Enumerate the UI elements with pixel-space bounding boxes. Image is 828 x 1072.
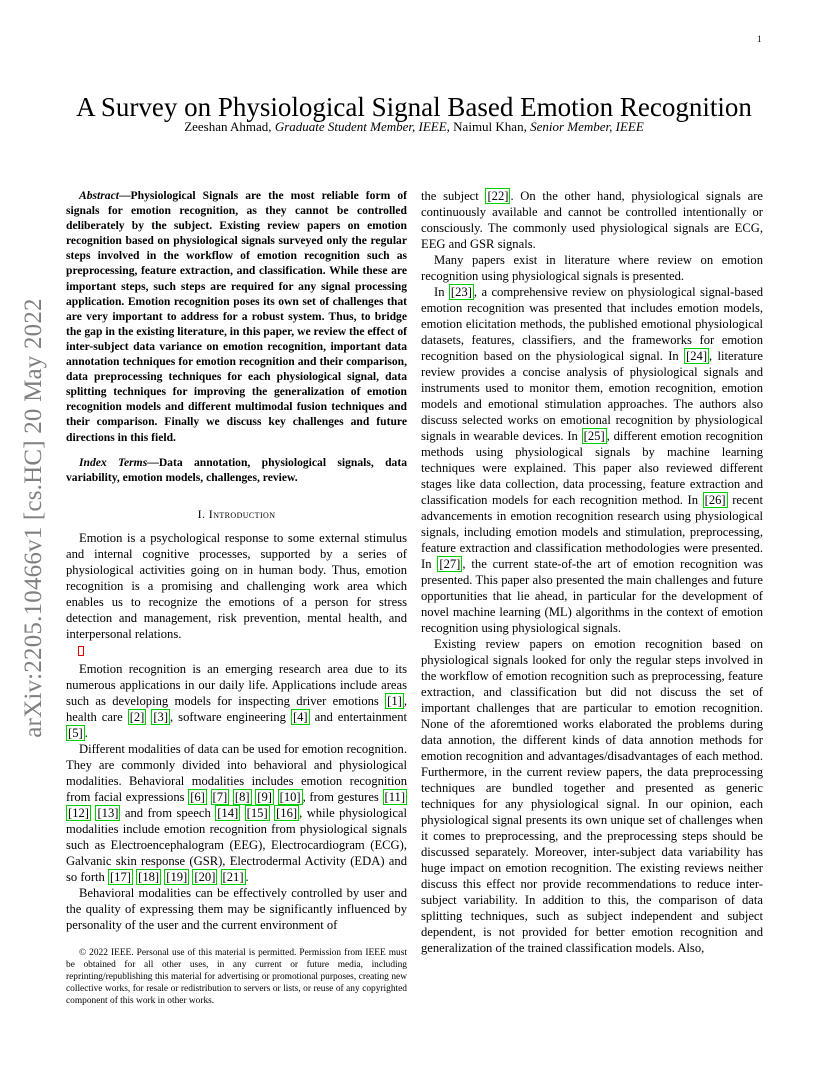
citation-link[interactable]: [8] — [234, 789, 250, 804]
citation-link[interactable]: [1] — [387, 693, 402, 708]
right-paragraph-3 — [421, 284, 763, 636]
author-separator: , Naimul Khan, — [446, 119, 531, 134]
arxiv-watermark — [20, 278, 48, 758]
citation-link[interactable]: [14] — [217, 805, 239, 820]
citation-link[interactable]: [12] — [68, 805, 89, 820]
abstract-label: Abstract — [79, 189, 119, 202]
abstract — [66, 188, 407, 445]
text-run: . — [245, 869, 249, 884]
citation-link[interactable]: [9] — [257, 789, 272, 804]
citation-link[interactable]: [26] — [704, 493, 726, 507]
text-run: , health care — [66, 693, 407, 724]
citation-link[interactable]: [27] — [439, 557, 461, 571]
citation-link[interactable]: [2] — [129, 709, 145, 724]
citation-link[interactable]: [25] — [583, 429, 605, 443]
copyright-notice: © 2022 IEEE. Personal use of this material is permitted. Permission from IEEE must be obtained for all other uses, in any current or future media, including reprinting/republishing this material for advertising or promotional purposes, creating new collective works, for resale or redistribution to servers or lists, or reuse of any copyrighted component of this work in other works. — [66, 948, 407, 1006]
citation-link[interactable]: [13] — [97, 805, 119, 820]
author-1-role: Graduate Student Member, IEEE — [274, 119, 447, 134]
paper-title: A Survey on Physiological Signal Based Emotion Recognition — [76, 92, 752, 123]
citation-link[interactable]: [3] — [153, 709, 169, 724]
text-run: , from gestures — [302, 789, 383, 804]
left-column — [66, 188, 407, 933]
text-run: Emotion recognition is an emerging research area due to its numerous applications in our daily life. Applications include areas such as developing models for inspecting driver emotions — [66, 661, 407, 708]
citation-link[interactable]: [5] — [68, 725, 83, 740]
text-run: . — [84, 725, 88, 740]
right-paragraph-2: Many papers exist in literature where review on emotion recognition using physiological signals is presented. — [421, 253, 763, 283]
citation-link[interactable]: [23] — [450, 285, 472, 299]
text-run: Different modalities of data can be used for emotion recognition. They are commonly divided into behavioral and physiological modalities. Behavioral modalities includes emotion recognition from facial expressions — [66, 741, 407, 804]
citation-link[interactable]: [24] — [686, 349, 708, 363]
red-marker-row — [66, 642, 407, 661]
red-box-marker[interactable] — [78, 646, 84, 656]
text-run: , a comprehensive review on physiological signal-based emotion recognition was presented that includes emotion models, emotion elicitation methods, the published emotional physiological datasets, features, classifiers, and the frameworks for emotion recognition based on the physiological signal. In — [421, 285, 763, 363]
citation-link[interactable]: [4] — [292, 709, 308, 724]
author-2-role: Senior Member, IEEE — [530, 119, 644, 134]
intro-paragraph-3 — [66, 741, 407, 885]
index-terms — [66, 455, 407, 485]
index-terms-text: —Data annotation, physiological signals, data variability, emotion models, challenges, review. — [66, 455, 407, 484]
citation-link[interactable]: [10] — [279, 789, 301, 804]
citation-link[interactable]: [11] — [384, 789, 406, 804]
arxiv-id[interactable]: arXiv:2205.10466v1 [cs.HC] 20 May 2022 — [20, 298, 47, 738]
right-paragraph-1 — [421, 188, 763, 252]
right-column — [421, 188, 763, 956]
page-number: 1 — [757, 34, 762, 44]
text-run: , the current state-of-the art of emotion recognition was presented. This paper also presented the main challenges and future opportunities that lie ahead, in particular for the development of novel machine learning (ML) algorithms in the context of emotion recognition using physiological signals. — [421, 557, 764, 635]
text-run: the subject — [421, 189, 486, 203]
text-run: , while physiological modalities include emotion recognition from physiological signals such as Electroencephalogram (EEG), Electrocardiogram (ECG), Galvanic skin response (GSR), Electrodermal Activity (EDA) and so forth — [66, 805, 407, 884]
text-run: and entertainment — [309, 709, 407, 724]
text-run: In — [434, 285, 449, 299]
right-paragraph-4: Existing review papers on emotion recognition based on physiological signals looked for only the regular steps involved in the workflow of emotion recognition such as preprocessing, feature extraction, and classification but did not discuss the set of important challenges that are particular to emotion recognition. None of the aforemtioned works elaborated the problems during data annotion, the different kinds of data annotion methods for emotion recognition and advantages/disadvantages of each method. Furthermore, in the current review papers, the data preprocessing techniques are bundled together and presented as generic techniques for any physiological signal. In our opinion, each physiological signal presents its own unique set of challenges when it comes to preprocessing, and the preprocessing steps should be discussed separately. Moreover, inter-subject data variability has huge impact on emotion recognition. The existing reviews neither discuss this effect nor provide recommendations to reduce inter-subject variability. In addition to this, the comparison of data splitting techniques, such as subject independent and subject dependent, is not provided for better emotion recognition and generalization of the trained classification models. Also, — [421, 637, 763, 955]
citation-link[interactable]: [21] — [222, 869, 244, 884]
text-run: , different emotion recognition methods using physiological signals by machine learning techniques were explained. This paper also reviewed different stages like data collection, data processing, feature extraction and classification models for each recognition method. In — [421, 429, 763, 507]
citation-link[interactable]: [15] — [246, 805, 268, 820]
citation-link[interactable]: [20] — [194, 869, 216, 884]
intro-paragraph-2 — [66, 661, 407, 741]
author-line — [0, 119, 828, 135]
citation-link[interactable]: [6] — [190, 789, 205, 804]
citation-link[interactable]: [18] — [138, 869, 160, 884]
citation-link[interactable]: [19] — [166, 869, 188, 884]
citation-link[interactable]: [7] — [212, 789, 228, 804]
author-1-name: Zeeshan Ahmad, — [184, 119, 275, 134]
citation-link[interactable]: [22] — [487, 189, 509, 203]
text-run: and from speech — [120, 805, 216, 820]
intro-paragraph-4: Behavioral modalities can be effectively controlled by user and the quality of expressing them may be significantly influenced by personality of the user and the current environment of — [66, 885, 407, 932]
abstract-text: —Physiological Signals are the most reliable form of signals for emotion recognition, as they cannot be controlled deliberately by the subject. Existing review papers on emotion recognition based on physiological signals surveyed only the regular steps involved in the workflow of emotion recognition such as preprocessing, feature extraction, and classification. While these are important steps, such steps are required for any signal processing application. Emotion recognition poses its own set of challenges that are very important to address for a robust system. Thus, to bridge the gap in the existing literature, in this paper, we review the effect of inter-subject data variance on emotion recognition, important data annotation techniques for emotion recognition and their comparison, data preprocessing techniques for each physiological signal, data splitting techniques for improving the generalization of emotion recognition models and different multimodal fusion techniques and their comparison. Finally we discuss key challenges and future directions in this field. — [66, 189, 407, 444]
text-run: , literature review provides a concise analysis of physiological signals and instruments used to monitor them, emotion recognition, emotion models and emotional stimulation approaches. The authors also discuss selected works on emotional recognition by physiological signals in wearable devices. In — [421, 349, 763, 443]
text-run: . On the other hand, physiological signals are continuously available and cannot be controlled intentionally or consciously. The commonly used physiological signals are ECG, EEG and GSR signals. — [421, 189, 764, 251]
text-run: , software engineering — [170, 709, 291, 724]
citation-link[interactable]: [17] — [109, 869, 131, 884]
intro-paragraph-1: Emotion is a psychological response to some external stimulus and internal cognitive processes, supported by a series of physiological activities going on in human body. Thus, emotion recognition is a promising and challenging work area which enables us to recognize the emotions of a person for stress detection and management, risk prevention, mental health, and interpersonal relations. — [66, 530, 407, 641]
section-heading-introduction: I. Introduction — [197, 506, 276, 521]
citation-link[interactable]: [16] — [276, 805, 298, 820]
text-run: recent advancements in emotion recognition research using physiological signals, including emotion models and stimulation, preprocessing, feature extraction and classification methodologies were presented. In — [421, 493, 763, 571]
index-terms-label: Index Terms — [79, 455, 148, 469]
